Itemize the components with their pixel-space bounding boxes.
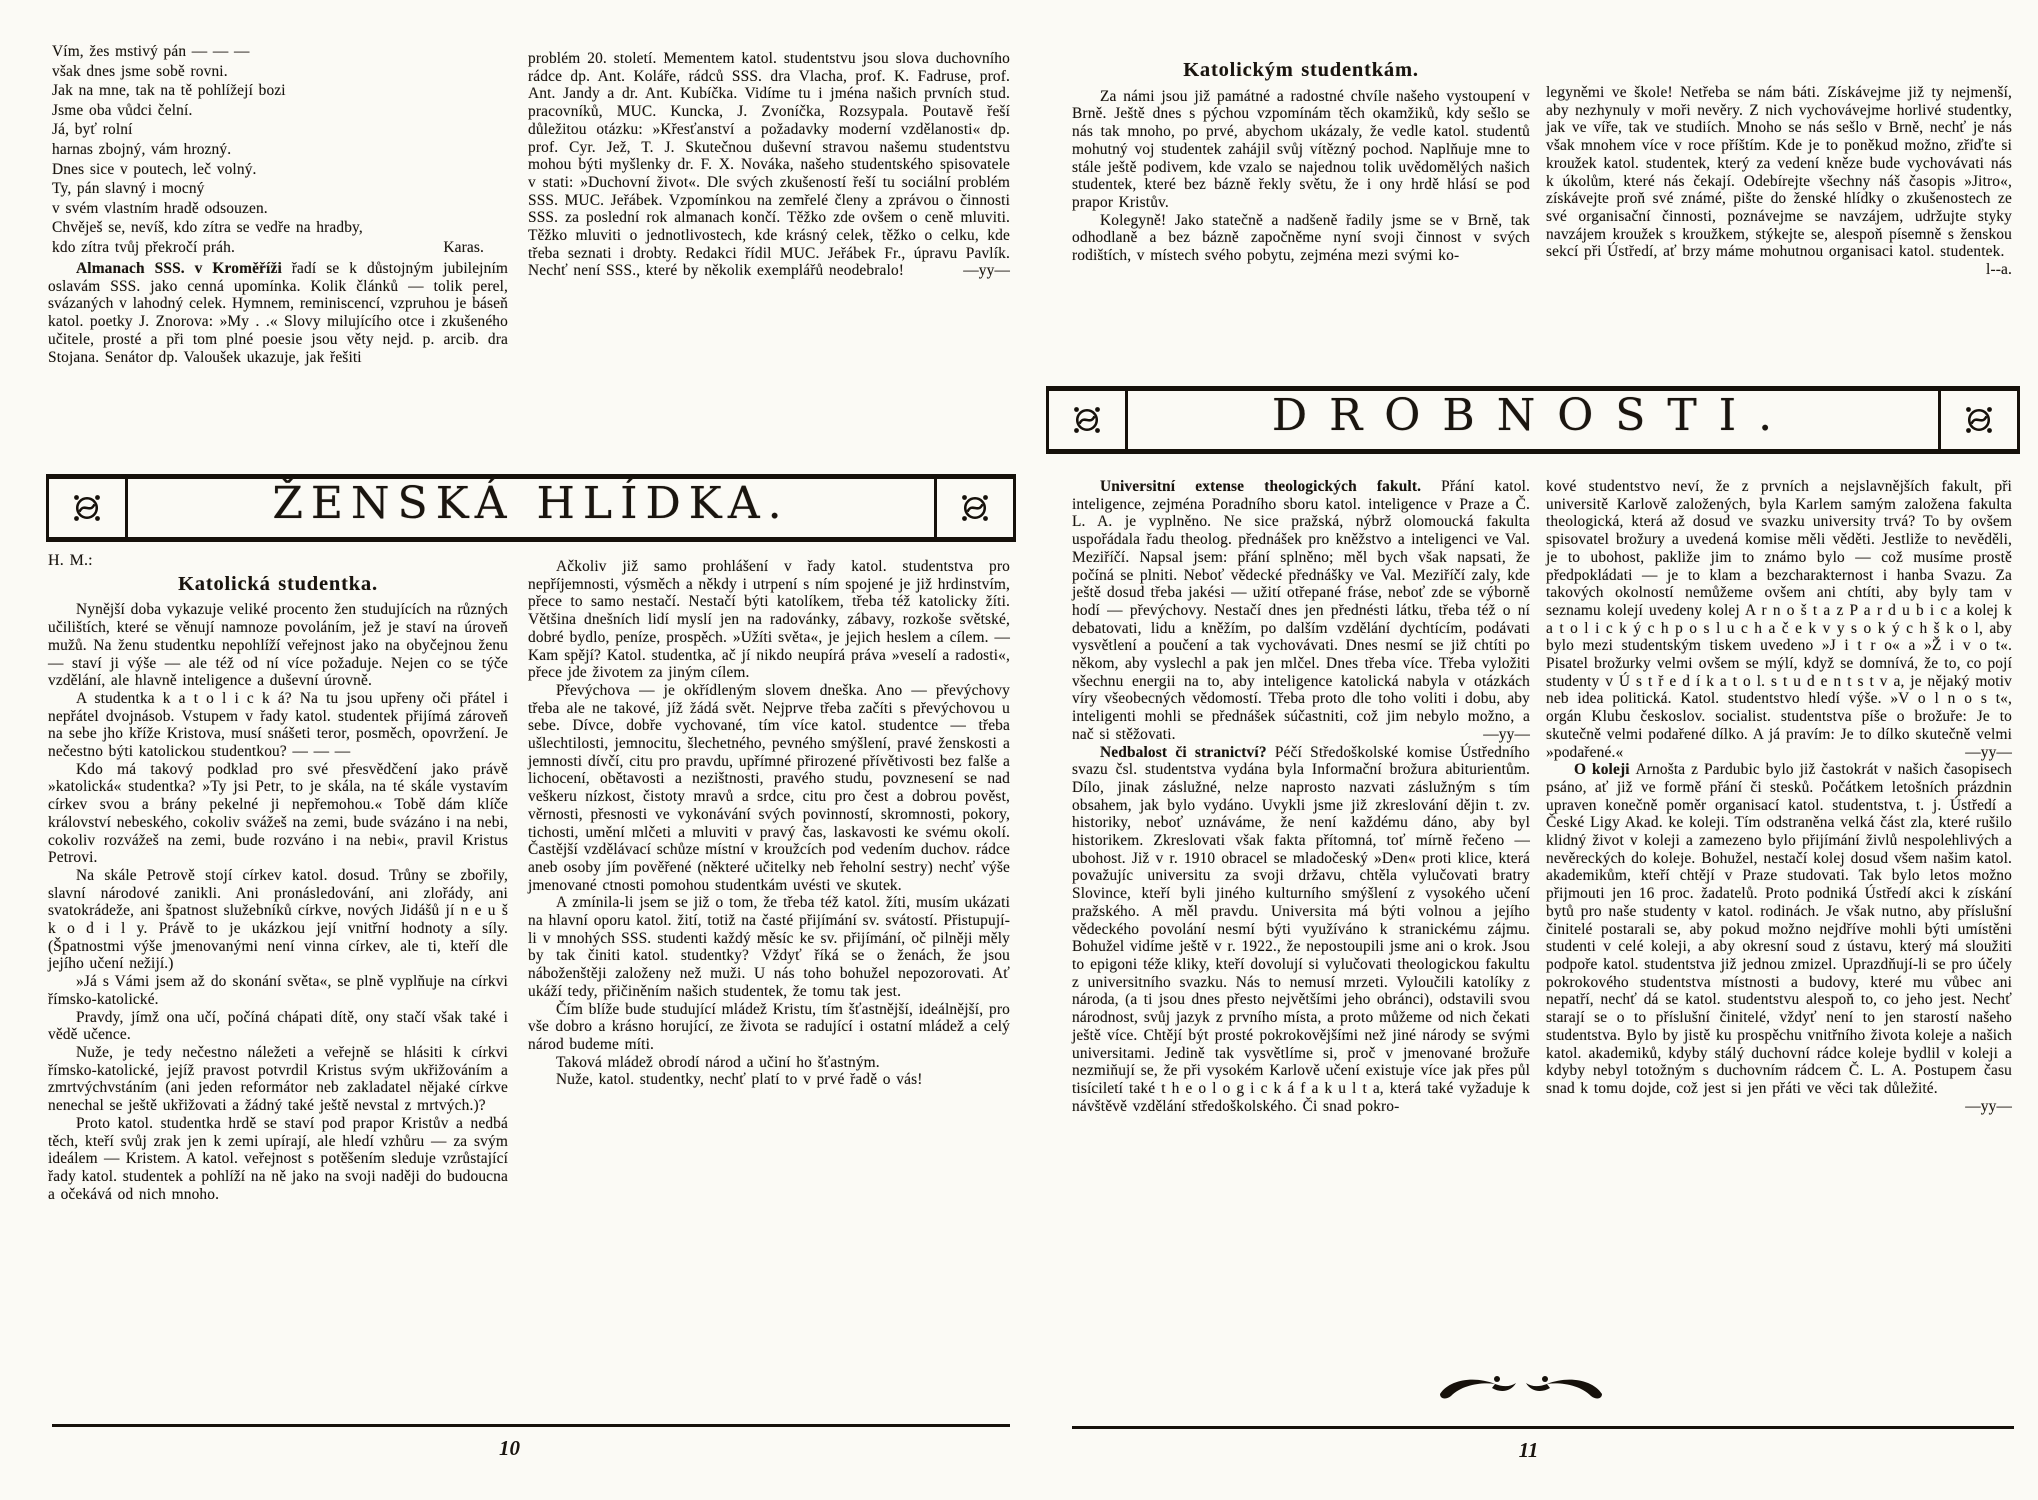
page-right: [1019, 0, 2038, 1500]
rosette-icon: [957, 490, 993, 526]
footer-rule: [52, 1424, 1010, 1427]
paragraph: Proto katol. studentka hrdě se staví pod prapor Kristův a nedbá těch, kteří svůj zrak jen k zemi upírají, ale hledí vzhůru — za svým ideálem — Kristem. A katol. veřejnost s potěšením sleduje vzrůstající řady katol. studentek a pohlíží na ně jako na svoji naději do budoucna a očekává od nich mnoho.: [48, 1114, 508, 1203]
poem-line: v svém vlastním hradě odsouzen.: [52, 199, 268, 217]
paragraph: Čím blíže bude studující mládež Kristu, tím šťastnější, ideálnější, pro vše dobro a krásno horující, ze života se radující i ostatní mládež a celý národ budeme míti.: [528, 1000, 1010, 1053]
rosette-icon: [1069, 402, 1105, 438]
paragraph: Taková mládež obrodí národ a učiní ho šťastným.: [556, 1053, 880, 1071]
article-column-1: [48, 552, 508, 1203]
news-item: Universitní extense theologických fakult. Přání katol. inteligence, zejména Poradního sboru katol. inteligence v Praze a Č. L. A. je vyplněno. Ne sice pražská, nýbrž olomoucká fakulta uspořádala řadu theolog. přednášek pro kněžstvo a inteligenci ve Val. Meziříčí. Napsal jsem: přání splněno; měl bych však napsati, že počíná se plniti. Neboť vědecké přednášky ve Val. Meziříčí zaly, kde ještě dosud třeba jakési — užití otřepané fráse, neboť zde se výborně hodí — převýchovy. Nestačí dnes jen přednésti látku, třeba též o ní debatovati, lidu a kněžím, po dalším vzdělání dychtícím, podávati vysvětlení a poučení a tak vychovávati. Dnes nesmí se již chtíti po někom, aby vyslechl a pak jen mlčel. Dnes třeba více. Třeba vyložiti všechnu energii na to, aby inteligence katolická nabyla v otázkách víry všeobecných vědomostí. Třeba proto dle toho voliti i dobu, aby inteligenti mohli se přednášek súčastniti, což jim nebylo možno, a nač si stěžovati. —yy—: [1072, 478, 1530, 743]
poem-line: však dnes jsme sobě rovni.: [52, 62, 228, 80]
paragraph-lead: Nedbalost či stranictví?: [1100, 743, 1275, 761]
signature: —yy—: [1965, 743, 2012, 761]
paragraph: legyněmi ve škole! Netřeba se nám báti. Získávejme již ty nejmenší, aby nezhynuly v moři nevěry. Z nich vychovávejme horlivé studentky, jak ve víře, tak ve studiích. Mnoho se nás sešlo v Brně, nechť je nás však mnohem více v roce příštím. Kde je to poněkud možno, zřiďte si kroužek katol. studentek, který za vedení kněze bude vychovávati nás k úkolům, které nás čekají. Odebírejte všechny náš časopis »Jitro«, získávejte proň své známé, pište do ženské hlídky o zkušenostech ze své organisační činnosti, poznávejme se navzájem, udržujte styky navzájem kroužek s kroužkem, stýkejte se, alespoň písemně s ženskou sekcí při Ústředí, ať brzy máme mohutnou organisaci katol. studentek. l--a.: [1546, 84, 2012, 279]
section-title: DROBNOSTI.: [1271, 390, 1795, 441]
footer-rule: [1072, 1426, 2014, 1429]
section-title: ŽENSKÁ HLÍDKA.: [272, 478, 790, 529]
paragraph: Nuže, katol. studentky, nechť platí to v prvé řadě o vás!: [556, 1071, 923, 1089]
article-author: H. M.:: [48, 552, 93, 569]
drobnosti-column-2: [1546, 478, 2012, 1115]
banner-left-cell: [1049, 391, 1128, 449]
poem-line: harnas zbojný, vám hrozný.: [52, 140, 232, 158]
page-number: 11: [1518, 1438, 1539, 1462]
paragraph: A zmínila-li jsem se již o tom, že třeba též katol. žíti, musím ukázati na hlavní oporu katol. žití, totiž na časté přijímání sv. svátostí. Přistupují-li v mnohých SSS. studenti každý měsíc ke sv. přijímání, oč pilněji měly by tak činiti katol. studentky? Vždyť říká se o ženách, že jsou náboženštěji založeny než muži. U nás toho bohužel nepozorovati. Ať ukáží tedy, přičiněním našich studentek, že tomu tak jest.: [528, 894, 1010, 1000]
paragraph-lead: Almanach SSS. v Kroměříži: [76, 260, 292, 277]
poem-line: kdo zítra tvůj překročí práh. Karas.: [52, 238, 484, 256]
poem-line: Jsme oba vůdci čelní.: [52, 101, 193, 119]
paragraph: A studentka k a t o l i c k á? Na tu jsou upřeny oči přátel i nepřátel dvojnásob. Vstupem v řady katol. studentek přijímá zároveň na sebe jho kříže Kristova, musí snášeti teror, posměch, opovržení. Je nečestno býti katolickou studentkou? — — —: [48, 689, 508, 761]
drobnosti-column-1: [1072, 478, 1530, 1115]
paragraph: Nynější doba vykazuje veliké procento žen studujících na různých učilištích, které se věnují namnoze povoláním, jež je staví na úroveň mužů. Na ženu studentku nepohlíží veřejnost jako na obyčejnou ženu — staví ji výše — ale též od ní více požaduje. Nejen co se týče vzdělání, ale hlavně inteligence a duševní úrovně.: [48, 601, 508, 690]
poem-line: Já, byť rolní: [52, 121, 133, 139]
news-item: kové studentstvo neví, že z prvních a nejslavnějších fakult, při universitě Karlově založených, byla Karlem samým založena fakulta theologická, která až dosud ve svazku university trvá? To by ovšem spisovatel brožury a uvedená komise měli věděti. Jestliže to nevěděli, je to ubohost, pakliže jim to známo bylo — což musíme prostě předpokládati — je to klam a bezcharakternost i hanba Svazu. Za takových okolností nemůžeme ovšem ani chtíti, aby byly tam v seznamu kolejí uvedeny kolej A r n o š t a z P a r d u b i c a kolej k a t o l i c k ý c h p o s l u c h a č e k v y s o k ý c h š k o l, aby bylo mezi studentským tiskem uvedeno »J i t r o« a »Ž i v o t«. Pisatel brožurky velmi ovšem se mýlí, když se domnívá, že to, co pojí studenty v Ú s t ř e d í k a t o l. s t u d e n t s t v a, je nějaký motiv neb idea politická. Katol. studentstvo hledí výše. »V o l n o s t«, orgán Klubu českoslov. socialist. studentstva píše o brožuře: Je to skutečně velmi podařené dílko. A já pravím: Je to dílko skutečně velmi »podařené.« —yy—: [1546, 478, 2012, 761]
paragraph: Kdo má takový podklad pro své přesvědčení jako právě »katolická« studentka? »Ty jsi Petr, to je skála, na té skále vystavím církev svou a brány pekelné ji nepřemohou.« Tobě dám klíče království nebeského, cokoliv svážeš na zemi, bude svázáno i na nebi, cokoliv rozvážeš na zemi, bude rozváno i na nebi«, pravil Kristus Petrovi.: [48, 760, 508, 867]
poem-line: Jak na mne, tak na tě pohlížejí bozi: [52, 82, 286, 100]
signature: —yy—: [1965, 1097, 2012, 1115]
paragraph: Nuže, je tedy nečestno náležeti a veřejně se hlásiti k církvi římsko-katolické, jejíž pravost potvrdil Kristus svým ukřižováním a zmrtvýchvstáním (ani jeden reformátor neb zakladatel nějaké církve nenechal se ještě ukřižovati a žádný také ještě nevstal z mrtvých.)?: [48, 1043, 508, 1115]
paragraph-lead: O koleji: [1574, 761, 1636, 779]
banner-left-cell: [49, 479, 128, 537]
paragraph: Pravdy, jímž ona učí, počíná chápati dítě, ony stačí však také i vědě učence.: [48, 1008, 508, 1044]
poem-line: Ty, pán slavný i mocný: [52, 180, 205, 198]
article-title: Katolická studentka.: [178, 572, 378, 595]
rosette-icon: [69, 490, 105, 526]
page-number: 10: [499, 1436, 520, 1460]
rosette-icon: [1961, 402, 1997, 438]
letter-column-1: [1072, 59, 1530, 265]
paragraph: »Já s Vámi jsem až do skonání světa«, se plně vyplňuje na církvi římsko-katolické.: [48, 973, 508, 1008]
signature: —yy—: [963, 262, 1010, 280]
signature: Karas.: [443, 238, 484, 256]
letter-col1-paragraphs: [1072, 88, 1530, 265]
flourish-icon: [1436, 1372, 1606, 1406]
almanach-note: [48, 260, 508, 366]
paragraph: Za námi jsou již památné a radostné chvíle našeho vystoupení v Brně. Ještě dnes s pýchou vzpomínám těch okamžiků, kdy sešlo se nás tak mnoho, po prvé, abychom ukázaly, že vedle katol. studentů mohutný voj studentek zahájil svůj vítězný pochod. Naplňuje mne to stále ještě podivem, kde vzalo se najednou tolik uvědomělých našich studentek, které bez bázně řekly světu, že i ony hrdě hlásí se pod prapor Kristův.: [1072, 87, 1530, 211]
banner-right-cell: [1938, 391, 2017, 449]
section-banner-zenska-hlidka: [46, 474, 1016, 542]
paragraph: problém 20. století. Mementem katol. studentstvu jsou slova duchovního rádce dp. Ant. Koláře, rádců SSS. dra Vlacha, prof. K. Fadruse, prof. Ant. Jandy a dr. Ant. Kubíčka. Vidíme tu i jména našich prvních stud. pracovníků, MUC. Kuncka, J. Zvoníčka, Rozsypala. Poutavě řeší důležitou otázku: »Křesťanství a požadavky moderní vzdělanosti« dp. prof. Cyr. Jež, T. J. Skutečnou duševní stravou našemu studentstvu mohou býti myšlenky dr. F. X. Nováka, našeho studentského spisovatele v stati: »Duchovní život«. Dle svých zkušeností řeší tu sociální problém SSS. MUC. Jeřábek. Vzpomínkou na zemřelé členy a zprávou o činnosti SSS. za poslední rok almanach končí. Těžko zde ovšem o ceně mluviti. Těžko mluviti o jednotlivostech, kde krásný celek, těžko o celku, kde třeba seznati i drobty. Redakci řídil MUC. Jeřábek Fr., úpravu Pavlík. Nechť není SSS., které by několik exemplářů neodebralo! —yy—: [528, 50, 1010, 280]
section-banner-drobnosti: [1046, 386, 2020, 454]
signature: —yy—: [1483, 725, 1530, 743]
poem: [52, 42, 484, 258]
letter-title: Katolickým studentkám.: [1183, 59, 1419, 81]
article-col1-paragraphs: [48, 601, 508, 1203]
article-column-2: [528, 558, 1010, 1089]
flourish-ornament-wrap: [1436, 1372, 1606, 1406]
paragraph: Na skále Petrově stojí církev katol. dosud. Trůny se zbořily, slavní národové zanikli. Ani pronásledování, ani zlořády, ani svatokrádeže, ani špatnost služebníků církve, nových Jidášů jí n e u š k o d i l y. Právě to je ukázkou její vnitřní hodnoty a síly. (Špatnostmi výše jmenovanými není vinna církev, ale ti, kteří dle jejího učení nežijí.): [48, 866, 508, 973]
paragraph: Převýchova — je okřídleným slovem dneška. Ano — převýchovy třeba ale ne takové, jíž žádá svět. Nejprve třeba začíti s převýchovou u sebe. Dívce, dobře vychované, tím více katol. studentce — třeba ušlechtilosti, jemnocitu, šlechetného, pevného smýšlení, pravé ženskosti a jemnosti dívčí, citu pro pravdu, upřímné přirozené přívětivosti bez falše a lichocení, obětavosti a nezištnosti, pravého studu, povznesení se nad veškeru nízkost, čistoty mravů a srdce, citu pro čest a dobrou pověst, věrnosti, přesnosti ve vykonávání svých povinností, skromnosti, pokory, tichosti, umění mlčeti a mluviti v pravý čas, laskavosti ke svému okolí. Častější vzdělávací schůze místní v kroužcích pod vedením duchov. rádce aneb osoby jím pověřené (některé učitelky neb řeholní sestry) nechť výše jmenované ctnosti pomohou studentkám uvésti ve skutek.: [528, 681, 1010, 894]
paragraph: Almanach SSS. v Kroměříži řadí se k důstojným jubilejním oslavám SSS. jako cenná upomínka. Kolik článků — tolik perel, svázaných v lahodný celek. Hymnem, reminiscencí, vzpruhou je báseň katol. poetky J. Znorova: »My . .« Slovy milujícího otce i zkušeného učitele, prosté a při tom plné poesie jsou věty nejd. p. arcib. dra Stojana. Senátor dp. Valoušek ukazuje, jak řešiti: [48, 260, 508, 366]
poem-line: Vím, žes mstivý pán — — —: [52, 43, 250, 60]
signature: l--a.: [1986, 261, 2012, 279]
letter-column-2: [1546, 84, 2012, 279]
paragraph-lead: Universitní extense theologických fakult.: [1100, 478, 1442, 495]
poem-line: Dnes sice v poutech, leč volný.: [52, 160, 257, 178]
column-2-top: [528, 50, 1010, 280]
paragraph: Ačkoliv již samo prohlášení v řady katol. studentstva pro nepříjemnosti, výsměch a někdy i utrpení s ním spojené je již hrdinstvím, přece to samo nestačí. Nestačí býti katolíkem, třeba též katolicky žíti. Většina dnešních lidí myslí jen na radovánky, zábavy, rozkoše světské, dobré bydlo, peníze, prospěch. »Užíti světa«, je jejich heslem a cílem. — Kam spějí? Katol. studentka, ač jí nikdo neupírá práva »veselí a radosti«, přece jde životem za jiným cílem.: [528, 558, 1010, 682]
news-item: Nedbalost či stranictví? Péčí Středoškolské komise Ústředního svazu čsl. studentstva vydána byla Informační brožura abiturientům. Dílo, jinak záslužné, nelze naprosto nazvati záslužným s tím obsahem, jak bylo vydáno. Uvykli jsme již zkreslování dějin t. zv. historiky, neboť uznáváme, že není každému dáno, aby byl historikem. Zkreslovati však fakta přítomná, toť mírně řečeno — ubohost. Již v r. 1910 obracel se mladočeský »Den« proti klice, která považujíc universitu za svoji državu, chtěla vylučovati bratry Slovince, kteří byli jiného kulturního smýšlení z vysokého učení pražského. A měl pravdu. Universita má býti volnou a jejího vědeckého povolání nesmí býti využíváno k stranickému zájmu. Bohužel vidíme ještě v r. 1922., že nepostoupili jsme ani o krok. Jsou to epigoni téže kliky, kteří dovolují si vylučovati theologickou fakultu z universitního svazku. Nás to nemusí mrzeti. Vyloučili katolíky z národa, (a ti jsou dnes přesto největšími jeho obránci), odstavili svou národnost, svůj jazyk z prvního místa, a proto můžeme od nich čekati ještě více. Chtějí být prosté pokrokovějšími než jiné národy se svými universitami. Jedině tak vysvětlíme si, proč v jmenované brožuře nezmiňují se, že při vysokém Karlově učení existuje více jak přes půl tisíciletí také t h e o l o g i c k á f a k u l t a, která také vyžaduje k návštěvě vzdělání středoškolského. Či snad pokro-: [1072, 743, 1530, 1115]
banner-right-cell: [934, 479, 1013, 537]
news-item: O koleji Arnošta z Pardubic bylo již častokrát v našich časopisech psáno, ať již ve formě přání či stesků. Počátkem letošních prázdnin upraven konečně poměr organisací katol. studentstva, t. j. Ústředí a České Ligy Akad. ke koleji. Tím odstraněna velká část zla, které rušilo klidný život v koleji a zamezeno bylo přijímání živlů nespolehlivých a nevěreckých do koleje. Bohužel, nestačí kolej dosud všem našim katol. akademikům, kteří chtějí v Praze studovati. Tak bylo letos možno přijmouti jen 16 proc. žadatelů. Proto podniká Ústředí akci k získání bytů pro naše studenty v katol. rodinách. Je však nutno, aby příslušní činitelé postarali se, aby pokud možno nejdříve mohli býti umístěni studenti v celé koleji, a aby okresní soud z ústavu, který má sloužiti podpoře katol. studentstva již jednou zmizel. Uprazdňují-li se pro účely pokrokového studentstva místnosti a budovy, které mu vůbec ani nepatří, nechť dá se katol. studentstvu alespoň to, co jeho jest. Nechť starají se o to příslušní činitelé, vždyť není to jen starostí našeho studentstva. Bylo by jistě ku prospěchu vnitřního života koleje a našich katol. akademiků, kdyby stálý duchovní rádce koleje bydlil v koleji a kdyby nebyl totožným s duchovním rádcem Č. L. A. Postupem času snad k tomu dojde, což jest si jen přáti ve věci tak důležité. —yy—: [1546, 761, 2013, 1115]
paragraph: Kolegyně! Jako statečně a nadšeně řadily jsme se v Brně, tak odhodlaně a bez bázně započněme nyní svoji činnost v svých rodištích, v místech svého pobytu, zejména mezi svými ko-: [1072, 211, 1530, 265]
poem-line: Chvěješ se, nevíš, kdo zítra se vedře na hradby,: [52, 219, 363, 237]
